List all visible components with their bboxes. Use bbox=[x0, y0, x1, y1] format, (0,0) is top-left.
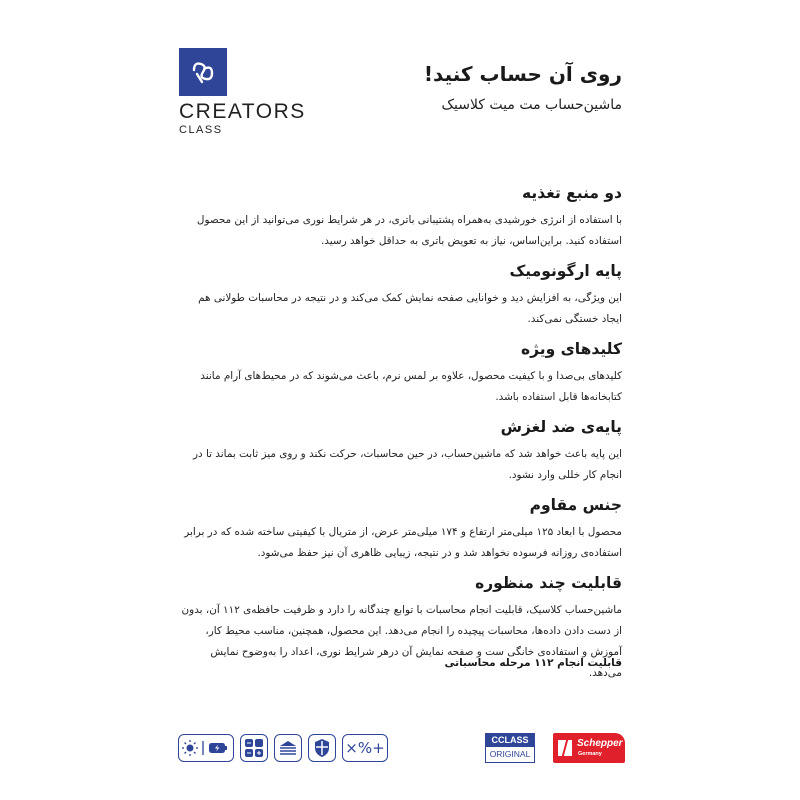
section-title: پایه ارگونومیک bbox=[509, 262, 622, 280]
section-title: قابلیت چند منظوره bbox=[475, 574, 622, 592]
brand-name: CREATORS bbox=[179, 100, 306, 123]
schepper-mark-icon bbox=[558, 740, 572, 756]
feature-sections bbox=[177, 182, 622, 692]
brand-subname: CLASS bbox=[179, 124, 223, 136]
section-durable-material bbox=[177, 494, 622, 564]
feature-icon-row bbox=[178, 734, 388, 762]
page-title: روی آن حساب کنید! bbox=[423, 62, 622, 86]
brand-glyph-icon bbox=[179, 48, 227, 96]
section-special-keys bbox=[177, 338, 622, 408]
section-title: دو منبع تغذیه bbox=[522, 184, 622, 202]
section-dual-power bbox=[177, 182, 622, 252]
math-ops-icon: ×%+ bbox=[342, 734, 388, 762]
section-ergonomic-stand bbox=[177, 260, 622, 330]
section-body: با استفاده از انرژی خورشیدی به‌همراه پشتیبانی باتری، در هر شرایط نوری می‌توانید از این محصول استفاده کنید. براین‌اساس، نیاز به تعویض باتری به حداقل خواهد رسید. bbox=[196, 214, 622, 247]
section-body: کلیدهای بی‌صدا و با کیفیت محصول، علاوه بر لمس نرم، باعث می‌شوند که در محیط‌های آرام مانند کتابخانه‌ها قابل استفاده باشد. bbox=[200, 370, 622, 403]
section-title: پایه‌ی ضد لغزش bbox=[500, 418, 622, 436]
cclass-original-badge bbox=[485, 733, 535, 763]
solar-battery-icon bbox=[178, 734, 234, 762]
page-header bbox=[322, 60, 622, 116]
schepper-country: Germany bbox=[578, 751, 602, 757]
section-body: این پایه باعث خواهد شد که ماشین‌حساب، در حین محاسبات، حرکت نکند و روی میز ثابت بماند تا در انجام کار خللی وارد نشود. bbox=[193, 448, 622, 481]
section-body: محصول با ابعاد ۱۲۵ میلی‌متر ارتفاع و ۱۷۴ میلی‌متر عرض، از متریال با کیفیتی ساخته شده که در برابر استفاده‌ی روزانه فرسوده نخواهد شد و در نتیجه، زیبایی ظاهری آن نیز حفظ می‌شود. bbox=[184, 526, 622, 559]
schepper-name: Schepper bbox=[577, 738, 623, 749]
section-body: این ویژگی، به افزایش دید و خوانایی صفحه نمایش کمک می‌کند و در نتیجه در محاسبات طولانی هم ایجاد خستگی نمی‌کند. bbox=[198, 292, 622, 325]
schepper-logo bbox=[553, 733, 625, 763]
cclass-badge-top: CCLASS bbox=[486, 734, 534, 747]
cclass-badge-bottom: ORIGINAL bbox=[489, 749, 531, 759]
section-title: کلیدهای ویژه bbox=[520, 340, 622, 358]
section-anti-slip bbox=[177, 416, 622, 486]
keypad-icon bbox=[240, 734, 268, 762]
shield-icon bbox=[308, 734, 336, 762]
section-body: ماشین‌حساب کلاسیک، قابلیت انجام محاسبات با توابع چندگانه را دارد و ظرفیت حافظه‌ی ۱۱۲ آن، بدون از دست دادن داده‌ها، محاسبات پیچیده را انجام می‌دهد. این محصول، همچنین، مناسب محیط کار، آموزش و استفاده‌ی خانگی ست و صفحه نمایش آن درهر شرایط نوری، اعداد را به‌وضوح نمایش می‌دهد. bbox=[181, 604, 622, 679]
stand-icon bbox=[274, 734, 302, 762]
page-subtitle: ماشین‌حساب مت میت کلاسیک bbox=[441, 97, 622, 113]
brand-logo-mark bbox=[179, 48, 227, 96]
footnote: قابلیت انجام ۱۱۲ مرحله محاسباتی bbox=[444, 657, 622, 669]
section-title: جنس مقاوم bbox=[529, 496, 622, 514]
